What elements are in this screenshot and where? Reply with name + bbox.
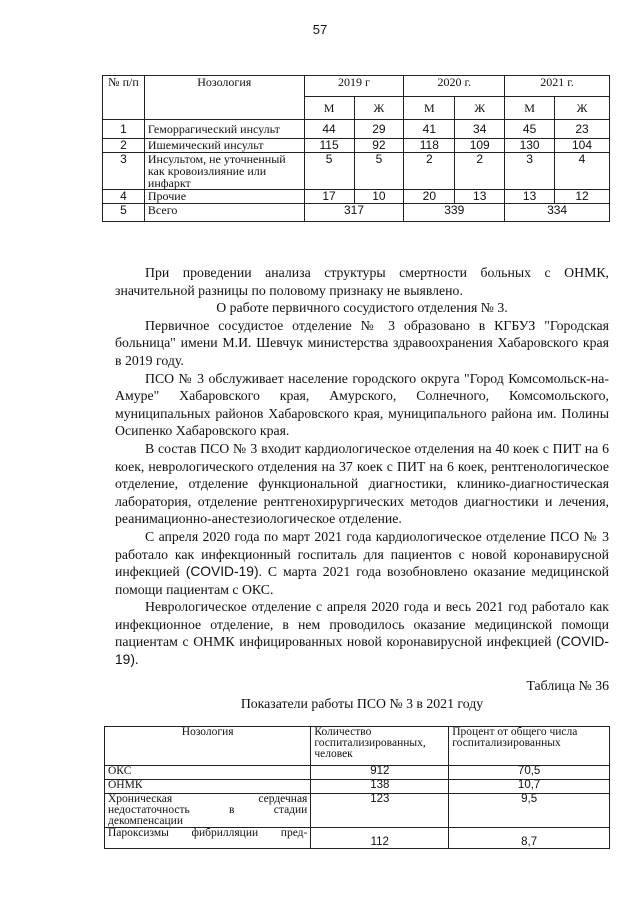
body-text	[115, 264, 609, 669]
row-num: 1	[103, 120, 145, 139]
table-row	[103, 153, 610, 190]
col-header-f: Ж	[354, 97, 404, 120]
table-row	[105, 828, 610, 849]
covid-term: (COVID-19)	[115, 634, 609, 668]
cell: 13	[455, 190, 505, 204]
total-cell: 317	[304, 204, 404, 222]
row-name: Прочие	[144, 190, 304, 204]
paragraph-text: С апреля 2020 года по март 2021 года кардиологическое отделение ПСО № 3 работало как инфекционный госпиталь для пациентов с новой коронавирусной инфекцией	[115, 528, 609, 580]
cell: 41	[404, 120, 455, 139]
cell: 23	[555, 120, 610, 139]
table-row	[105, 780, 610, 794]
col-header-m: М	[505, 97, 555, 120]
row-num: 2	[103, 139, 145, 153]
cell: 70,5	[449, 766, 610, 780]
cell: 10,7	[449, 780, 610, 794]
row-name: Ишемический инсульт	[144, 139, 304, 153]
cell: 123	[311, 794, 449, 828]
table-header-row	[103, 76, 610, 97]
cell: 3	[505, 153, 555, 190]
table-label: Таблица № 36	[526, 678, 609, 693]
row-num: 5	[103, 204, 145, 222]
paragraph	[115, 528, 609, 598]
paragraph: ПСО № 3 обслуживает население городского округа "Город Комсомольск-на-Амуре" Хабаровского края, Амурского, Солнечного, Комсомольского, муниципальных районов Хабаровского края, муниципального района им. Полины Осипенко Хабаровского края.	[115, 370, 609, 439]
paragraph	[115, 598, 609, 668]
col-header-year: 2019 г	[304, 76, 404, 97]
section-heading: О работе первичного сосудистого отделения № 3.	[216, 300, 508, 316]
col-header-nosology: Нозология	[105, 727, 311, 766]
col-header-num: № п/п	[103, 76, 145, 120]
table-row	[103, 120, 610, 139]
covid-term: (COVID-19)	[185, 564, 259, 580]
cell: 130	[505, 139, 555, 153]
row-num: 4	[103, 190, 145, 204]
total-cell: 334	[505, 204, 610, 222]
col-header-m: М	[404, 97, 455, 120]
cell: 17	[304, 190, 354, 204]
table-title: Показатели работы ПСО № 3 в 2021 году	[240, 696, 484, 711]
row-name: Пароксизмы фибрилляции пред-	[105, 828, 311, 849]
cell: 104	[555, 139, 610, 153]
table-row	[105, 766, 610, 780]
col-header-nosology: Нозология	[144, 76, 304, 120]
col-header-m: М	[304, 97, 354, 120]
mortality-table	[102, 75, 610, 222]
row-num: 3	[103, 153, 145, 190]
cell: 4	[555, 153, 610, 190]
cell: 29	[354, 120, 404, 139]
cell: 44	[304, 120, 354, 139]
col-header-f: Ж	[555, 97, 610, 120]
paragraph-text: .	[134, 652, 139, 668]
table-row	[103, 139, 610, 153]
table-row	[105, 794, 610, 828]
cell: 5	[354, 153, 404, 190]
col-header-count: Количество госпитализированных, человек	[311, 727, 449, 766]
paragraph: В состав ПСО № 3 входит кардиологическое отделения на 40 коек с ПИТ на 6 коек, неврологического отделения на 37 коек с ПИТ на 6 коек, рентгенологическое отделение, отделение функциональной диагностики, клинико-диагностическая лаборатория, отделение рентгенохирургических методов диагностики и лечения, реанимационно-анестезиологическое отделение.	[115, 440, 609, 527]
row-name: ОКС	[105, 766, 311, 780]
row-name: Всего	[144, 204, 304, 222]
row-name: Инсультом, не уточненный как кровоизлияние или инфаркт	[144, 153, 304, 190]
pso-stats-table	[104, 726, 610, 849]
paragraph: При проведении анализа структуры смертности больных с ОНМК, значительной разницы по половому признаку не выявлено.	[115, 265, 609, 298]
total-cell: 339	[404, 204, 505, 222]
cell: 10	[354, 190, 404, 204]
cell: 118	[404, 139, 455, 153]
paragraph: Первичное сосудистое отделение № 3 образовано в КГБУЗ "Городская больница" имени М.И. Шевчук министерства здравоохранения Хабаровского края в 2019 году.	[115, 317, 609, 368]
table-total-row	[103, 204, 610, 222]
page-number: 57	[312, 22, 328, 37]
cell: 13	[505, 190, 555, 204]
row-name: ОНМК	[105, 780, 311, 794]
cell: 8,7	[449, 828, 610, 849]
col-header-f: Ж	[455, 97, 505, 120]
cell: 20	[404, 190, 455, 204]
table-header-row	[105, 727, 610, 766]
cell: 112	[311, 828, 449, 849]
cell: 9,5	[449, 794, 610, 828]
paragraph-text: . С марта 2021 года возобновлено оказание медицинской помощи пациентам с ОКС.	[115, 564, 609, 597]
cell: 45	[505, 120, 555, 139]
col-header-percent: Процент от общего числа госпитализированных	[449, 727, 610, 766]
col-header-year: 2020 г.	[404, 76, 505, 97]
cell: 115	[304, 139, 354, 153]
cell: 92	[354, 139, 404, 153]
cell: 109	[455, 139, 505, 153]
cell: 2	[404, 153, 455, 190]
row-name: Геморрагический инсульт	[144, 120, 304, 139]
row-name: Хроническая сердечная недостаточность в стадии декомпенсации	[105, 794, 311, 828]
cell: 12	[555, 190, 610, 204]
col-header-year: 2021 г.	[505, 76, 610, 97]
table-row	[103, 190, 610, 204]
cell: 34	[455, 120, 505, 139]
cell: 138	[311, 780, 449, 794]
paragraph-text: Неврологическое отделение с апреля 2020 года и весь 2021 год работало как инфекционное отделение, в нем проводилось оказание медицинской помощи пациентам с ОНМК инфицированных новой коронавирусной инфекцией	[115, 599, 609, 650]
cell: 5	[304, 153, 354, 190]
cell: 2	[455, 153, 505, 190]
cell: 912	[311, 766, 449, 780]
